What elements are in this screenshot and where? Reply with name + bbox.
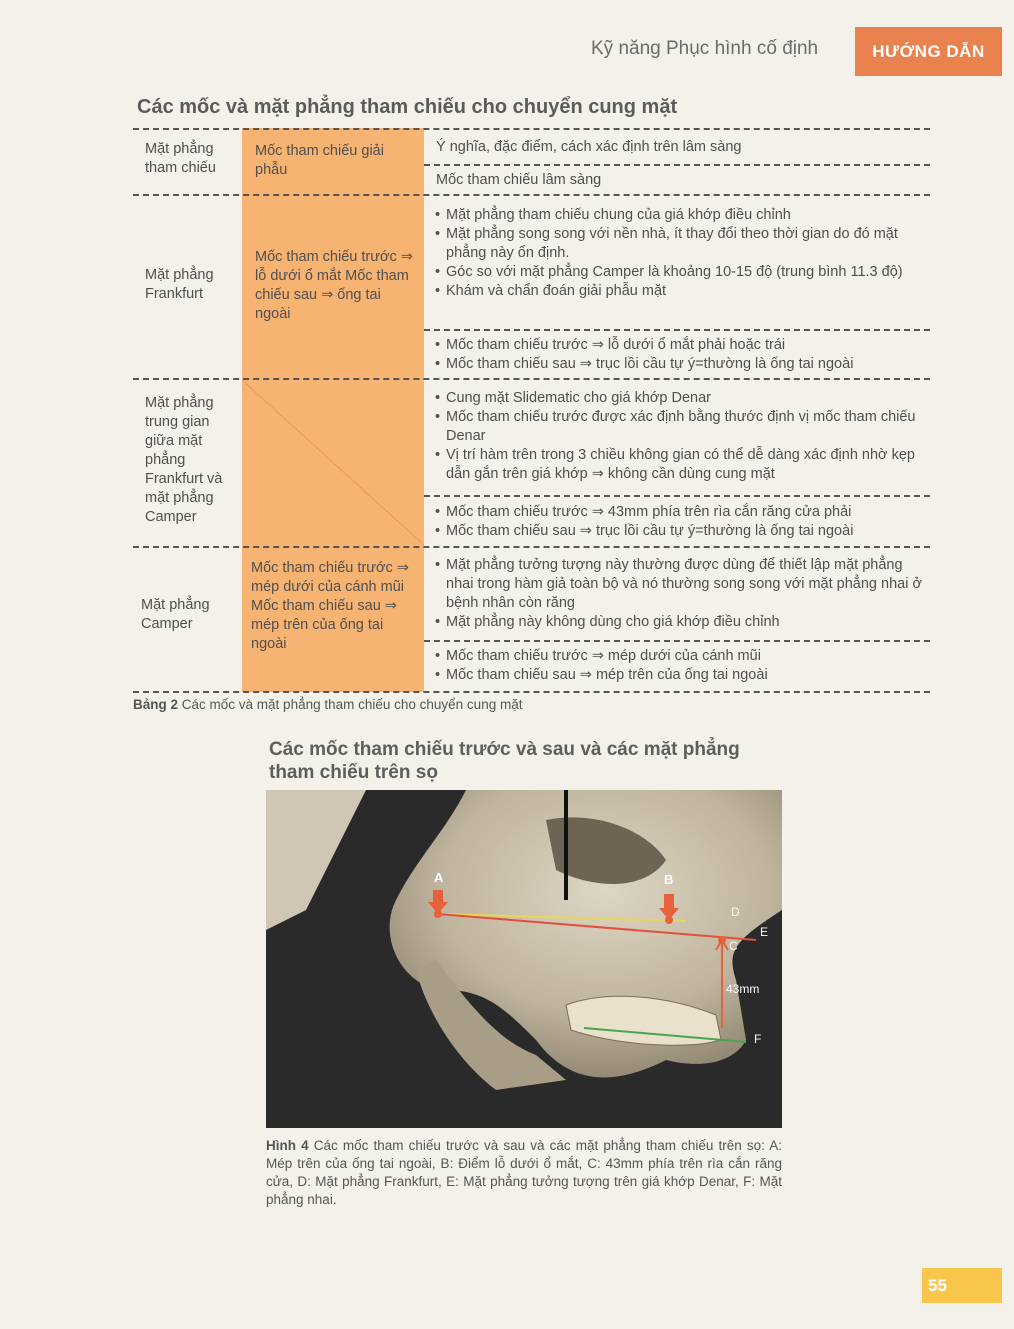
header-clinical: Mốc tham chiếu lâm sàng [436, 172, 602, 188]
figure-caption-text: Các mốc tham chiếu trước và sau và các mặt phẳng tham chiếu trên sọ: A: Mép trên của ống tai ngoài, B: Điểm lỗ dưới ổ mắt, C: 43mm phía trên rìa cắn răng cửa, D: Mặt phẳng Frankfurt, E: Mặt phẳng tưởng tượng trên giá khớp Denar, F: Mặt phẳng nhai. [266, 1138, 782, 1207]
table-rule-bottom [133, 691, 930, 693]
frankfurt-divider [424, 329, 930, 331]
row-frankfurt-meaning [433, 206, 925, 301]
marker-a-dot [434, 910, 442, 918]
table-caption-text: Các mốc và mặt phẳng tham chiếu cho chuyển cung mặt [181, 697, 523, 712]
row-frankfurt-plane: Mặt phẳng Frankfurt [145, 267, 214, 302]
list-item: • Mốc tham chiếu trước ⇒ mép dưới của cánh mũi [433, 647, 925, 666]
label-f: F [754, 1032, 762, 1046]
list-item: • Mốc tham chiếu trước ⇒ lỗ dưới ổ mắt phải hoặc trái [433, 336, 925, 355]
section-badge: HƯỚNG DẪN [855, 27, 1002, 76]
list-item: • Mốc tham chiếu sau ⇒ mép trên của ống tai ngoài [433, 666, 925, 685]
list-item: • Mặt phẳng này không dùng cho giá khớp điều chỉnh [433, 613, 925, 632]
list-item: • Mốc tham chiếu sau ⇒ trục lồi cầu tự ý=thường là ống tai ngoài [433, 522, 925, 541]
reference-table [133, 128, 930, 692]
list-item: • Mặt phẳng tưởng tượng này thường được dùng để thiết lập mặt phẳng nhai trong hàm giả toàn bộ và nó thường song song với mặt phẳng nhai ở bệnh nhân còn răng [433, 556, 925, 613]
table-title: Các mốc và mặt phẳng tham chiếu cho chuyển cung mặt [137, 96, 678, 118]
header-meaning: Ý nghĩa, đặc điểm, cách xác định trên lâm sàng [436, 139, 742, 155]
header-plane: Mặt phẳng tham chiếu [145, 141, 216, 176]
label-c: C [729, 939, 738, 953]
empty-cell-diagonal [242, 380, 424, 545]
row-frankfurt-anatomic: Mốc tham chiếu trước ⇒ lỗ dưới ổ mắt Mốc tham chiếu sau ⇒ ống tai ngoài [255, 249, 413, 322]
row2-rule [133, 546, 930, 548]
list-item: • Vị trí hàm trên trong 3 chiều không gian có thể dễ dàng xác định nhờ kẹp dẫn gắn trên giá khớp ⇒ không cần dùng cung mặt [433, 446, 925, 484]
list-item: • Cung mặt Slidematic cho giá khớp Denar [433, 389, 925, 408]
list-item: • Mốc tham chiếu trước ⇒ 43mm phía trên rìa cắn răng cửa phải [433, 503, 925, 522]
figure-title: Các mốc tham chiếu trước và sau và các mặt phẳng tham chiếu trên sọ [269, 739, 740, 783]
figure-caption-label: Hình 4 [266, 1138, 309, 1153]
running-header-title: Kỹ năng Phục hình cố định [591, 38, 819, 59]
marker-c-dot [718, 936, 726, 944]
list-item: • Mốc tham chiếu trước được xác định bằng thước định vị mốc tham chiếu Denar [433, 408, 925, 446]
list-item: • Góc so với mặt phẳng Camper là khoảng 10-15 độ (trung bình 11.3 độ) [433, 263, 925, 282]
row-camper-plane: Mặt phẳng Camper [141, 597, 210, 632]
label-a: A [434, 870, 444, 885]
header-divider [424, 164, 930, 166]
figure-caption [266, 1137, 782, 1209]
label-e: E [760, 925, 769, 939]
label-b: B [664, 872, 674, 887]
camper-divider [424, 640, 930, 642]
list-item: • Mặt phẳng tham chiếu chung của giá khớp điều chỉnh [433, 206, 925, 225]
row-camper-anatomic: Mốc tham chiếu trước ⇒ mép dưới của cánh mũi Mốc tham chiếu sau ⇒ mép trên của ống tai ngoài [251, 560, 409, 652]
list-item: • Mốc tham chiếu sau ⇒ trục lồi cầu tự ý=thường là ống tai ngoài [433, 355, 925, 374]
marker-b-dot [665, 916, 673, 924]
label-43mm: 43mm [726, 982, 760, 996]
list-item: • Mặt phẳng song song với nền nhà, ít thay đổi theo thời gian do đó mặt phẳng này ổn định. [433, 225, 925, 263]
row-trung-gian-plane: Mặt phẳng trung gian giữa mặt phẳng Frankfurt và mặt phẳng Camper [145, 395, 223, 525]
row-trung-gian-meaning [433, 389, 925, 484]
header-anatomic: Mốc tham chiếu giải phẫu [255, 143, 384, 178]
trung-gian-divider [424, 495, 930, 497]
list-item: • Khám và chẩn đoán giải phẫu mặt [433, 282, 925, 301]
row-frankfurt-clinical [433, 336, 925, 374]
table-caption-label: Bảng 2 [133, 697, 179, 712]
header-rule [133, 194, 930, 196]
table-rule-top [133, 128, 930, 130]
table-caption [133, 697, 522, 712]
row-camper-clinical [433, 647, 925, 685]
label-d: D [731, 905, 740, 919]
page-number: 55 [922, 1268, 1002, 1303]
row-camper-meaning [433, 556, 925, 632]
skull-photo [266, 790, 782, 1128]
row-trung-gian-clinical [433, 503, 925, 541]
